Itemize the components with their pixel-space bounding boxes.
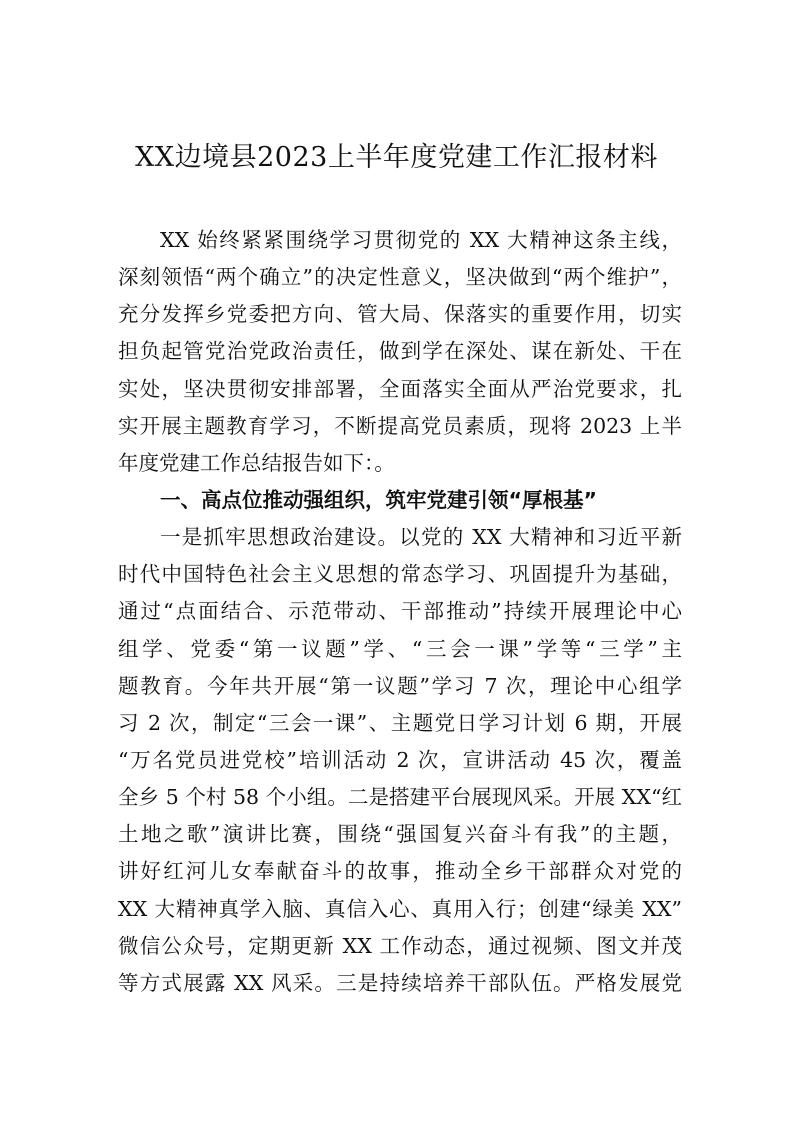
paragraph-line: 土地之歌”演讲比赛，围绕“强国复兴奋斗有我”的主题，	[118, 822, 682, 847]
paragraph-line: 时代中国特色社会主义思想的常态学习、巩固提升为基础，	[118, 562, 682, 587]
paragraph-line: XX 大精神真学入脑、真信入心、真用入行；创建“绿美 XX”	[118, 896, 682, 921]
paragraph-line: 担负起管党治党政治责任，做到学在深处、谋在新处、干在	[118, 339, 682, 364]
paragraph-line: XX 始终紧紧围绕学习贯彻党的 XX 大精神这条主线，	[160, 228, 682, 252]
paragraph-line: “万名党员进党校”培训活动 2 次，宣讲活动 45 次，覆盖	[118, 747, 682, 772]
paragraph-line: 实处，坚决贯彻安排部署，全面落实全面从严治党要求，扎	[118, 376, 682, 401]
document-title: XX边境县2023上半年度党建工作汇报材料	[135, 142, 658, 173]
paragraph-line: 全乡 5 个村 58 个小组。二是搭建平台展现风采。开展 XX“红	[118, 785, 682, 810]
paragraph-line: 组学、党委“第一议题”学、“三会一课”学等“三学”主	[118, 636, 682, 661]
paragraph-line: 题教育。今年共开展“第一议题”学习 7 次，理论中心组学	[118, 673, 682, 698]
paragraph-line: 实开展主题教育学习，不断提高党员素质，现将 2023 上半	[118, 413, 682, 438]
document-body	[118, 222, 682, 1002]
paragraph-line: 一是抓牢思想政治建设。以党的 XX 大精神和习近平新	[160, 525, 682, 550]
paragraph-line: 通过“点面结合、示范带动、干部推动”持续开展理论中心	[118, 599, 682, 624]
paragraph-line: 微信公众号，定期更新 XX 工作动态，通过视频、图文并茂	[118, 933, 682, 958]
paragraph-line: 习 2 次，制定“三会一课”、主题党日学习计划 6 期，开展	[118, 710, 682, 735]
paragraph-line: 讲好红河儿女奉献奋斗的故事，推动全乡干部群众对党的	[118, 859, 682, 884]
paragraph-line: 等方式展露 XX 风采。三是持续培养干部队伍。严格发展党	[118, 970, 682, 995]
paragraph-line: 深刻领悟“两个确立”的决定性意义，坚决做到“两个维护”，	[118, 265, 682, 290]
paragraph-line: 充分发挥乡党委把方向、管大局、保落实的重要作用，切实	[118, 302, 682, 327]
paragraph-line: 年度党建工作总结报告如下：。	[118, 450, 395, 475]
section-heading: 一、高点位推动强组织，筑牢党建引领“厚根基”	[160, 487, 597, 512]
